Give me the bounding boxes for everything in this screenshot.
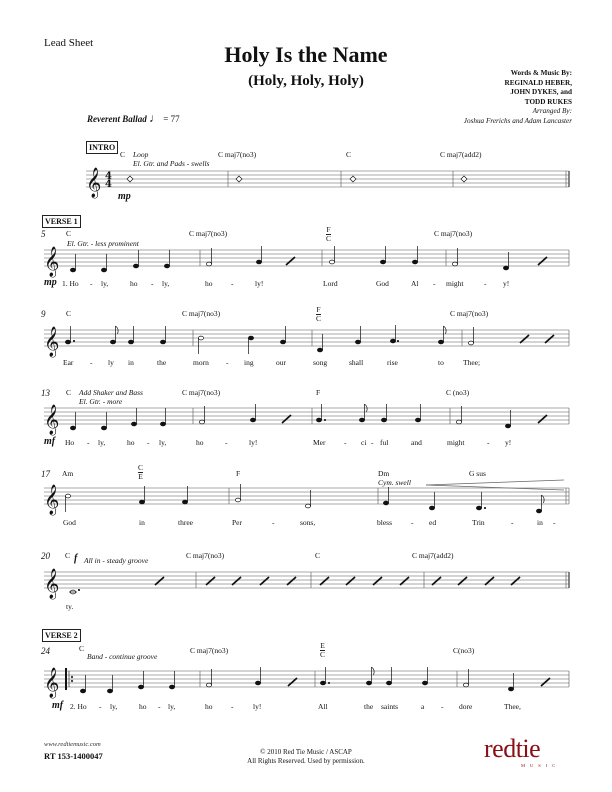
chord: C maj7(no3) — [218, 150, 257, 159]
svg-text:𝄞: 𝄞 — [44, 247, 60, 277]
svg-text:𝄞: 𝄞 — [44, 569, 60, 599]
sheet-type-label: Lead Sheet — [44, 37, 94, 49]
section-label-verse-1: VERSE 1 — [42, 215, 81, 228]
lyric: song — [313, 358, 328, 367]
chord: C maj7(no3) — [186, 551, 225, 560]
lyric: Mer — [313, 438, 326, 447]
chord: C — [65, 551, 71, 560]
lyric: - — [371, 438, 374, 447]
lyric: - — [344, 438, 347, 447]
quarter-note-icon: ♩ — [149, 111, 161, 125]
slash-chord: F C — [326, 225, 332, 243]
lyric: - — [151, 279, 154, 288]
measure-number: 20 — [41, 551, 50, 561]
lyric: ho — [130, 279, 138, 288]
chord: F — [316, 388, 321, 397]
svg-text:𝄞: 𝄞 — [44, 327, 60, 357]
lyric: Thee, — [504, 702, 521, 711]
lyric: sons, — [300, 518, 316, 527]
lyric: rise — [387, 358, 398, 367]
lyric: in — [537, 518, 543, 527]
lyric: God — [63, 518, 76, 527]
lyric: might — [447, 438, 465, 447]
lyric: - — [441, 702, 444, 711]
lyric: and — [411, 438, 422, 447]
dynamic-marking: mp — [118, 191, 131, 202]
lyric: ho — [127, 438, 135, 447]
lyric: the — [157, 358, 167, 367]
slash-chord: E C — [320, 641, 326, 659]
lyric: saints — [381, 702, 399, 711]
lyric: All — [318, 702, 328, 711]
performance-cue: All in - steady groove — [84, 556, 149, 565]
lyric: Thee; — [463, 358, 481, 367]
dynamic-marking: mf — [44, 436, 56, 447]
chord: C(no3) — [453, 646, 475, 655]
redtie-logo: redtie — [484, 734, 541, 763]
song-title: Holy Is the Name — [224, 42, 388, 67]
lyric: to — [438, 358, 444, 367]
footer-website-link[interactable]: www.redtiemusic.com — [44, 741, 101, 748]
slash-chord: F C — [316, 305, 322, 323]
chord: C maj7(add2) — [412, 551, 454, 560]
treble-clef-icon: 𝄞 — [86, 168, 102, 198]
lyric: ho — [196, 438, 204, 447]
lyric: - — [272, 518, 275, 527]
lyric: ly, — [110, 702, 118, 711]
chord: C maj7(no3) — [182, 388, 221, 397]
chord: C maj7(no3) — [182, 309, 221, 318]
chord: C maj7(no3) — [434, 229, 473, 238]
lyric: dore — [459, 702, 473, 711]
author-2: JOHN DYKES, and — [510, 88, 572, 96]
author-1: REGINALD HEBER, — [504, 78, 572, 87]
measure-number: 9 — [41, 309, 46, 319]
lyric: - — [511, 518, 514, 527]
chord: C — [120, 150, 126, 159]
lyric: ho — [139, 702, 147, 711]
lyric: Ho — [65, 438, 75, 447]
lyric: shall — [349, 358, 364, 367]
lyric: ly! — [253, 702, 262, 711]
measure-number: 24 — [41, 646, 50, 656]
words-music-label: Words & Music By: — [510, 69, 572, 77]
catalog-code: RT 153-1400047 — [44, 751, 103, 761]
lyric: - — [487, 438, 490, 447]
lyric: Lord — [323, 279, 338, 288]
lyric: Per — [232, 518, 242, 527]
lyric: Al — [411, 279, 419, 288]
lyric: bless — [377, 518, 392, 527]
lyric: ly — [108, 358, 114, 367]
lyric: ed — [429, 518, 437, 527]
lyric: y! — [503, 279, 510, 288]
lyric: - — [231, 702, 234, 711]
lyric: ly, — [101, 279, 109, 288]
svg-text:𝄞: 𝄞 — [44, 405, 60, 435]
lyric: the — [364, 702, 374, 711]
chord: C — [79, 644, 85, 653]
lyric: in — [139, 518, 145, 527]
chord: C maj7(add2) — [440, 150, 482, 159]
lyric: ly, — [162, 279, 170, 288]
lyric: y! — [505, 438, 512, 447]
lyric: ly, — [159, 438, 167, 447]
performance-cue: El. Gtr. and Pads - swells — [133, 159, 210, 168]
redtie-logo-subtitle: MUSIC — [521, 763, 561, 768]
chord: C — [66, 388, 72, 397]
chord: G sus — [469, 469, 486, 478]
arranged-label: Arranged By: — [532, 107, 572, 115]
section-label-verse-2: VERSE 2 — [42, 629, 81, 642]
lyric: - — [225, 438, 228, 447]
lyric: ty. — [66, 602, 74, 611]
chord: Dm — [378, 469, 390, 478]
lyric: Ear — [63, 358, 74, 367]
chord: F — [236, 469, 241, 478]
lyric: ly, — [98, 438, 106, 447]
section-label-intro: INTRO — [86, 141, 118, 154]
chord: C maj7(no3) — [450, 309, 489, 318]
dynamic-marking: mp — [44, 277, 57, 288]
chord: C — [346, 150, 352, 159]
measure-number: 5 — [41, 229, 46, 239]
author-3: TODD RUKES — [524, 97, 572, 106]
lyric: ing — [244, 358, 254, 367]
lyric: ci — [361, 438, 367, 447]
lyric: - — [226, 358, 229, 367]
lyric: - — [411, 518, 414, 527]
lyric: ho — [205, 702, 213, 711]
chord: C maj7(no3) — [189, 229, 228, 238]
tempo-text: Reverent Ballad — [87, 114, 147, 124]
dynamic-marking: f — [74, 553, 78, 564]
lyric: Trin — [472, 518, 485, 527]
performance-cue: El. Gtr. - less prominent — [67, 239, 139, 248]
song-subtitle: (Holy, Holy, Holy) — [248, 73, 364, 89]
arrangers: Joshua Frerichs and Adam Lancaster — [463, 116, 572, 125]
lyric: - — [231, 279, 234, 288]
lyric: - — [99, 702, 102, 711]
staff-intro — [86, 171, 569, 187]
lyric: - — [553, 518, 556, 527]
lyric: - — [484, 279, 487, 288]
lyric: God — [376, 279, 389, 288]
lyric: in — [128, 358, 134, 367]
lyric: morn — [193, 358, 209, 367]
chord: C — [66, 309, 72, 318]
lyric: 1. Ho — [62, 279, 79, 288]
lyric: ly, — [168, 702, 176, 711]
slash-chord: C E — [138, 463, 144, 481]
lyric: our — [276, 358, 286, 367]
lyric: ly! — [255, 279, 264, 288]
measure-number: 13 — [41, 388, 50, 398]
lyric: - — [147, 438, 150, 447]
svg-text:𝄞: 𝄞 — [44, 485, 60, 515]
lyric: - — [87, 438, 90, 447]
lyric: - — [90, 279, 93, 288]
dynamic-marking: mf — [52, 700, 64, 711]
lyric: three — [178, 518, 193, 527]
lyric: ful — [380, 438, 389, 447]
copyright-line-2: All Rights Reserved. Used by permission. — [247, 757, 365, 765]
performance-cue: Loop — [133, 150, 149, 159]
chord: C — [66, 229, 72, 238]
lyric: might — [446, 279, 464, 288]
chord: Am — [62, 469, 74, 478]
lyric: a — [421, 702, 425, 711]
lyric: - — [158, 702, 161, 711]
svg-text:𝄞: 𝄞 — [44, 668, 60, 698]
performance-cue: Cym. swell — [378, 478, 411, 487]
performance-cue: Add Shaker and Bass — [79, 388, 143, 397]
lyric: - — [90, 358, 93, 367]
chord: C — [315, 551, 321, 560]
copyright-line-1: © 2010 Red Tie Music / ASCAP — [260, 748, 352, 756]
lyric: - — [433, 279, 436, 288]
chord: C maj7(no3) — [190, 646, 229, 655]
performance-cue: Band - continue groove — [87, 652, 158, 661]
chord: C (no3) — [446, 388, 470, 397]
performance-cue: El. Gtr. - more — [79, 397, 123, 406]
tempo-bpm: = 77 — [163, 114, 180, 124]
measure-number: 17 — [41, 469, 50, 479]
svg-text:4: 4 — [105, 171, 112, 182]
lyric: ho — [205, 279, 213, 288]
lyric: ly! — [249, 438, 258, 447]
svg-text:4: 4 — [105, 179, 112, 190]
lyric: 2. Ho — [70, 702, 87, 711]
